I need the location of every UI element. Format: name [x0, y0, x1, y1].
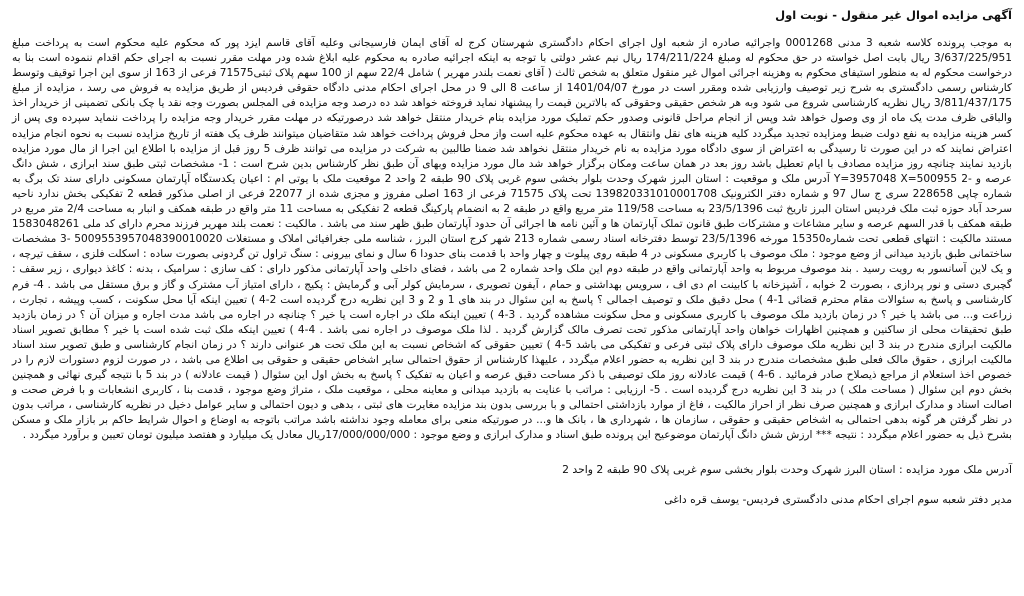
property-address: آدرس ملک مورد مزایده : استان البرز شهرک وحدت بلوار بخشی سوم غربی پلاک 90 طبقه 2 واحد 2: [562, 462, 1012, 476]
notice-title: آگهی مزایده اموال غیر منقول - نوبت اول: [775, 8, 1012, 22]
office-signature: مدیر دفتر شعبه سوم اجرای احکام مدنی دادگستری فردیس- یوسف قره داغی: [664, 492, 1012, 506]
notice-body: به موجب پرونده کلاسه شعبه 3 مدنی 0001268 واجرائیه صادره از شعبه اول اجرای احکام دادگستری شهرستان کرج له آقای ایمان فارسیجانی وعلیه آقای قاسم ایزد پور که محکوم علیه محکوم است به پرداخت مبلغ 3/637/225/951 ریال بابت اصل خواسته در حق محکوم له ومبلغ 174/211/224 ریال نیم عشر دولتی با توجه به اینکه اجرائیه صادره به محکوم علیه ابلاغ شده ودر مهلت مقرر نسبت به اجرای حکم اقدام ننموده است بنا به درخواست محکوم له به منظور استیفای محکوم به وهزینه اجرائی اموال غیر منقول متعلق به شخص ثالث ( آقای نعمت بلندر مهریر ) شامل 22/4 سهم از 100 سهم پلاک ثبتی71575 فرعی از 163 از سوی این اجرا توقیف وتوسط کارشناس رسمی دادگستری به شرح زیر توصیف وارزیابی شده ومقرر است در مورخ 1401/04/07 از ساعت 8 الی 9 در محل اجرای احکام مدنی دادگاه حقوقی فردیس از طریق مزایده به فروش می رسد ، مزایده از مبلغ 3/811/437/175 ریال نظریه کارشناسی شروع می شود وبه هر شخص حقیقی وحقوقی که بالاترین قیمت را پیشنهاد نماید فروخته خواهد شد ده درصد وجه مزایده فی المجلس بصورت وجه نقد یا چک بانکی تضمینی از خریدار اخذ والباقی ظرف مدت یک ماه از وی وصول خواهد شد وپس از انجام مراحل قانونی وصدور حکم تملیک مورد مزایده بنام خریدار منتقل خواهد شد درصورتیکه در مهلت مقرر خریدار وجه مزایده را پرداخت ننماید سپرده وی پس از کسر هزینه مزایده به نفع دولت ضبط ومزایده تجدید میگردد کلیه هزینه های نقل وانتقال به عهده محکوم علیه است واز محل فروش پرداخت خواهد شد متقاضیان میتوانند ظرف یک هفته از تاریخ مزایده نسبت به نحوه انجام مزایده اعتراض نمایند که در این صورت تا رسیدگی به اعتراض از سوی دادگاه مورد مزایده به نام خریدار منتقل نخواهد شد ضمنا طالبین به شرکت در مزایده می توانند ظرف 5 روز قبل از مزایده با اطلاع این اجرا از مال مورد مزایده بازدید نمایند چنانچه روز مزایده مصادف با ایام تعطیل باشد روز بعد در همان ساعت ومکان برگزار خواهد شد مال مورد مزایده وبهای آن طبق نظر کارشناس بدین شرح است : 1- مشخصات ثبتی طبق سند ابرازی ، شش دانگ عرصه و -2 Y=3957048 X=500955 آدرس ملک و موقعیت : استان البرز شهرک وحدت بلوار بخشی سوم غربی پلاک 90 طبقه 2 واحد 2 موقعیت ملک با یوتی ام : اعیان یکدستگاه آپارتمان مسکونی دارای سند تک برگ به شماره چاپی 228658 سری ج سال 97 و شماره دفتر الکترونیک 139820331010001708 تحت پلاک 71575 فرعی از 163 اصلی مفروز و مجزی شده از 22077 فرعی از اصلی مذکور قطعه 2 تفکیکی بخش ندارد ناحیه سرحد آباد حوزه ثبت ملک فردیس استان البرز تاریخ ثبت 23/5/1396 به مساحت 119/58 متر مربع واقع در طبقه 2 به انضمام پارکینگ قطعه 2 تفکیکی به مساحت 11 متر واقع در طبقه همکف و انبار به مساحت 2/4 متر مربع در طبقه همکف با قدر السهم عرصه و سایر مشاعات و مشترکات طبق قانون تملک آپارتمان ها و آئین نامه ها اجرائی آن حدود آپارتمان طبق ظهر سند می باشد . مالکیت : نعمت بلند مهریر فرزند محرم دارای کد ملی 1583048261 مستند مالکیت : انتهای قطعی تحت شماره15350 مورخه 23/5/1396 توسط دفترخانه اسناد رسمی شماره 213 شهر کرج استان البرز ، شناسه ملی جغرافیائی املاک و مستغلات 5009553957048390010020 -3 مشخصات ساختمانی طبق بازدید میدانی از وضع موجود : ملک موصوف با کاربری مسکونی در 4 طبقه روی پیلوت و چهار واحد با قدمت بنای حدودا 6 سال و نمای بیرونی : سنگ تراول تن گردونی بصورت ساده : اسکلت فلزی ، سقف تیرچه ، و یک لاین آسانسور به رویت رسید . بند موصوف مربوط به واحد آپارتمانی واقع در طبقه دوم این ملک واحد شماره 2 می باشد ، فضای داخلی واحد آپارتمانی مذکور دارای : کف سازی : سرامیک ، بدنه : کاغذ دیواری ، زیر سقف : گچبری دستی و نور پردازی ، بصورت 2 خوابه ، آشپزخانه با کابینت ام دی اف ، سرویس بهداشتی و حمام ، آیفون تصویری ، سرمایش کولر آبی و گرمایش : پکیج ، دارای امتیاز آب مشترک و گاز و برق مستقل می باشد . 4- فرم کارشناسی و پاسخ به سئوالات مقام محترم قضائی 1-4 ) محل دقیق ملک و توصیف اجمالی ؟ پاسخ به این سئوال در بند های 1 و 2 و 3 این نظریه درج گردیده است 2-4 ) تعیین اینکه آیا محل سکونت ، کسب وپیشه ، تجارت ، زراعت و... می باشد یا خیر ؟ در زمان بازدید ملک موصوف با کاربری مسکونی و محل سکونت مشاهده گردید . 3-4 ) تعیین اینکه ملک در اجاره است یا خیر ؟ چنانچه در اجاره می باشد مدت اجاره و میزان آن ؟ در زمان بازدید طبق تحقیقات محلی از ساکنین و همچنین اظهارات خواهان واحد آپارتمانی مذکور تحت تصرف مالک گزارش گردید . لذا ملک موصوف در اجاره نمی باشد . 4-4 ) تعیین اینکه ملک ثبت شده است یا خیر ؟ مطابق تصویر اسناد مالکیت ابرازی مندرج در بند 3 این نظریه ملک موصوف دارای پلاک ثبتی فرعی و تفکیکی می باشد 5-4 ) تعیین حقوقی که اشخاص نسبت به این ملک تحت هر عنوانی دارند ؟ در زمان انجام کارشناسی و طبق تصویر سند اسناد مالکیت ابرازی ، حقوق مالک فعلی طبق مشخصات مندرج در بند 3 این نظریه به حضور اعلام میگردد ، علیهذا کارشناس از حقوق احتمالی سایر اشخاص حقیقی و حقوقی بی اطلاع می باشد ، در صورت لزوم دستورات لازم را در خصوص اخذ استعلام از مراجع ذیصلاح صادر فرمائید . 6-4 ) قیمت عادلانه روز ملک توصیفی با ذکر مساحت دقیق عرصه و اعیان به تفکیک ؟ پاسخ به بخش اول این سئوال ( قیمت عادلانه ) در بند 5 با نتیجه گیری نهائی و همچنین بخش دوم این سئوال ( مساحت ملک ) در بند 3 این نظریه درج گردیده است . 5- ارزیابی : مراتب با عنایت به بازدید میدانی و معاینه محلی ، موقعیت ملک ، متراژ وضع موجود ، قدمت بنا ، کاربری انشعابات و با فرض صحت و اصالت اسناد و مدارک ابرازی و همچنین صرف نظر از احراز مالکیت ، فاغ از موارد بازداشتی احتمالی و با بررسی بدون بند مزایده مغایرت های ثبتی ، بدهی و دیون احتمالی و سایر عوامل دخیل در نظریه کارشناسی ، مراتب بدون در نظر گرفتن هر گونه بدهی احتمالی به اشخاص حقیقی و حقوقی ، سازمان ها ، شهرداری ها ، بانک ها و... در صورتیکه منعی برای معامله وجود نداشته باشد مراتب باتوجه به اوضاع و احوال شرایط حاکم بر بازار ملک و مسکن بشرح ذیل به حضور اعلام میگردد : نتیجه *** ارزش شش دانگ آپارتمان موضوعیح این پرونده طبق اسناد و مدارک ابرازی و وضع موجود : 17/000/000/000ریال معادل یک میلیارد و هفتصد میلیون تومان تعیین و برآورد میگردد .: [12, 37, 1013, 442]
